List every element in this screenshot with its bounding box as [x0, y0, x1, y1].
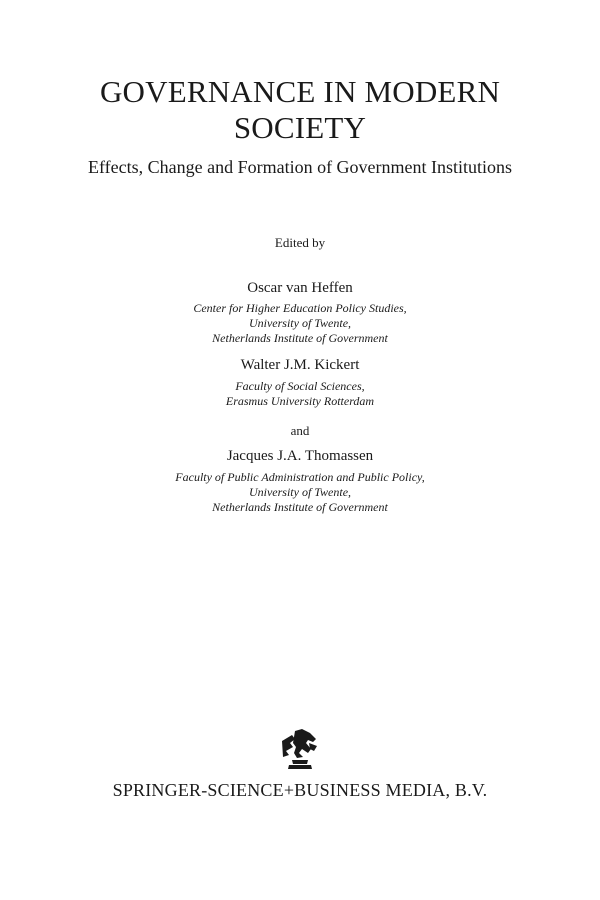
- springer-chess-knight-icon: [280, 727, 320, 771]
- book-title-line-1: GOVERNANCE IN MODERN: [99, 74, 501, 109]
- editor-affiliation-line: Faculty of Social Sciences,: [235, 379, 365, 393]
- book-subtitle: Effects, Change and Formation of Government Institutions: [87, 157, 513, 177]
- conjunction-and: and: [290, 423, 310, 438]
- editor-name: Oscar van Heffen: [247, 280, 353, 296]
- edited-by-label: Edited by: [274, 235, 326, 250]
- editor-affiliation-line: Netherlands Institute of Government: [212, 331, 388, 345]
- editor-affiliation-line: Center for Higher Education Policy Studies,: [193, 301, 407, 315]
- editor-affiliation-line: Faculty of Public Administration and Public Policy,: [175, 470, 425, 484]
- editor-name: Jacques J.A. Thomassen: [226, 448, 374, 464]
- editor-affiliation-line: Netherlands Institute of Government: [212, 500, 388, 514]
- publisher-name: SPRINGER-SCIENCE+BUSINESS MEDIA, B.V.: [112, 780, 488, 800]
- editor-affiliation-line: Erasmus University Rotterdam: [225, 394, 375, 408]
- editor-affiliation-line: University of Twente,: [248, 316, 352, 330]
- editor-affiliation-line: University of Twente,: [248, 485, 352, 499]
- editor-name: Walter J.M. Kickert: [240, 357, 360, 373]
- book-title-line-2: SOCIETY: [233, 110, 367, 145]
